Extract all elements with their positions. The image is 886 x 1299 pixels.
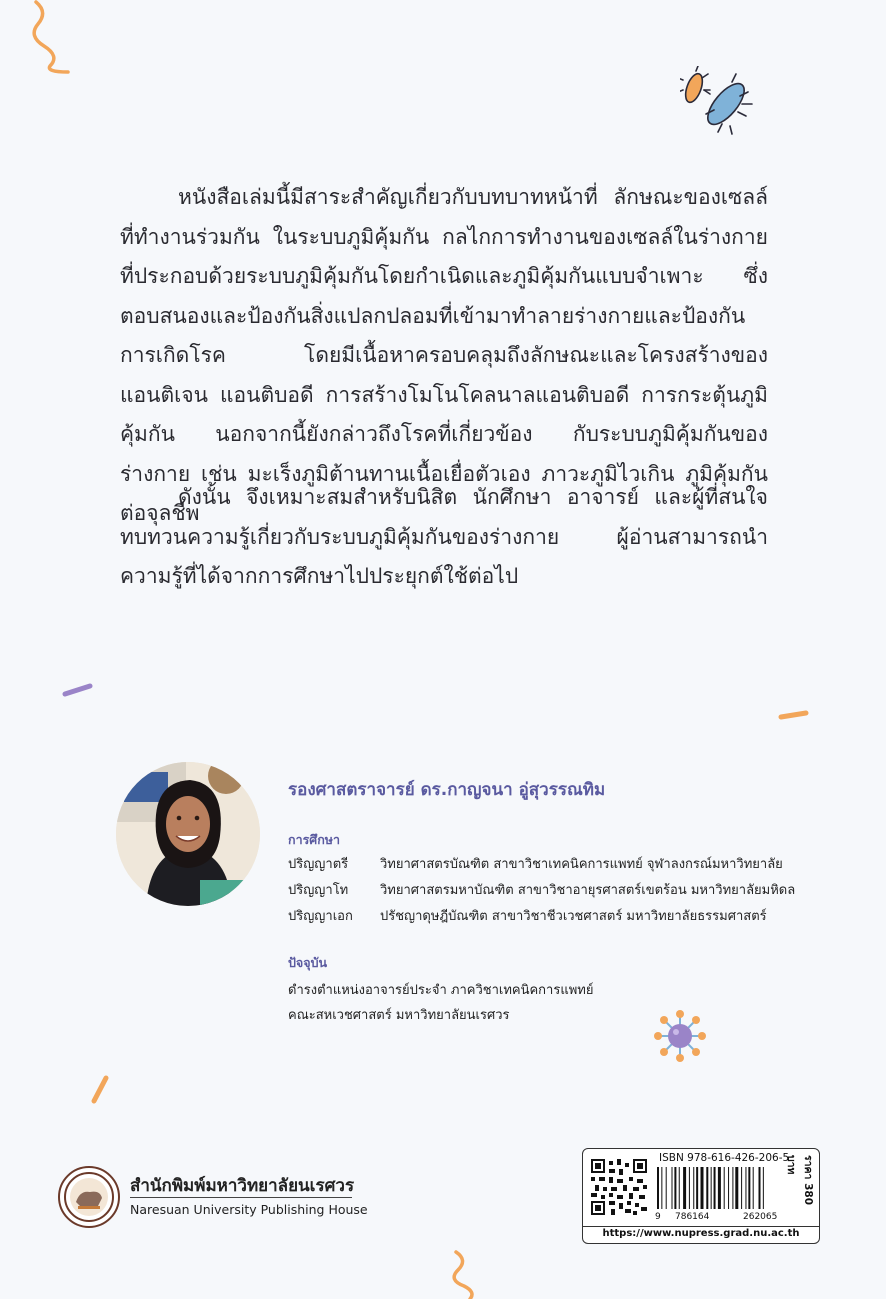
barcode-bar xyxy=(753,1167,754,1209)
barcode-bar xyxy=(763,1167,764,1209)
education-row xyxy=(288,853,783,874)
current-heading: ปัจจุบัน xyxy=(288,955,328,970)
isbn-divider xyxy=(583,1226,819,1227)
barcode-bar xyxy=(701,1167,704,1209)
barcode-bar xyxy=(741,1167,742,1209)
barcode-bar xyxy=(666,1167,667,1209)
author-photo xyxy=(116,762,260,906)
degree-label: ปริญญาเอก xyxy=(288,909,353,924)
barcode-bar xyxy=(679,1167,680,1209)
degree-detail: วิทยาศาสตรบัณฑิต สาขาวิชาเทคนิคการแพทย์ จุฬาลงกรณ์มหาวิทยาลัย xyxy=(380,857,783,872)
barcode-bar xyxy=(728,1167,729,1209)
barcode-icon xyxy=(657,1167,795,1209)
education-heading: การศึกษา xyxy=(288,832,341,847)
bacteria-decoration-icon xyxy=(680,66,756,136)
barcode-bar xyxy=(693,1167,694,1209)
barcode-bar xyxy=(672,1167,673,1209)
barcode-bar xyxy=(714,1167,716,1209)
education-row xyxy=(288,905,767,926)
barcode-bar xyxy=(657,1167,659,1209)
barcode-bar xyxy=(683,1167,686,1209)
isbn-barcode-block xyxy=(582,1148,820,1244)
publisher-url: https://www.nupress.grad.nu.ac.th xyxy=(602,1228,800,1239)
publisher-name-english: Naresuan University Publishing House xyxy=(130,1202,368,1217)
barcode-bar xyxy=(711,1167,712,1209)
barcode-bar xyxy=(748,1167,750,1209)
dash-decoration-icon xyxy=(778,708,810,722)
dash-decoration-icon xyxy=(62,682,94,698)
barcode-bar xyxy=(759,1167,761,1209)
degree-detail: วิทยาศาสตรมหาบัณฑิต สาขาวิชาอายุรศาสตร์เขตร้อน มหาวิทยาลัยมหิดล xyxy=(380,883,796,898)
description-text-1: หนังสือเล่มนี้มีสาระสำคัญเกี่ยวกับบทบาทหน้าที่ ลักษณะของเซลล์ที่ทำงานร่วมกัน ในระบบภูมิคุ้มกัน กลไกการทำงานของเซลล์ในร่างกายที่ประกอบด้วยระบบภูมิคุ้มกันโดยกำเนิดและภูมิคุ้มกันแบบจำเพาะ ซึ่งตอบสนองและป้องกันสิ่งแปลกปลอมที่เข้ามาทำลายร่างกายและป้องกันการเกิดโรค โดยมีเนื้อหาครอบคลุมถึงลักษณะและโครงสร้างของแอนติเจน แอนติบอดี การสร้างโมโนโคลนาลแอนติบอดี การกระตุ้นภูมิคุ้มกัน นอกจากนี้ยังกล่าวถึงโรคที่เกี่ยวข้อง กับระบบภูมิคุ้มกันของร่างกาย เช่น มะเร็งภูมิต้านทานเนื้อเยื่อตัวเอง ภาวะภูมิไวเกิน ภูมิคุ้มกันต่อจุลชีพ xyxy=(120,185,768,525)
squiggle-decoration-icon xyxy=(448,1250,482,1299)
description-paragraph-2 xyxy=(120,478,768,597)
virus-decoration-icon xyxy=(652,1008,708,1064)
barcode-bar xyxy=(718,1167,721,1209)
barcode-bar xyxy=(661,1167,662,1209)
publisher-name-thai: สำนักพิมพ์มหาวิทยาลัยนเรศวร xyxy=(130,1176,355,1196)
barcode-bar xyxy=(696,1167,698,1209)
squiggle-decoration-icon xyxy=(30,0,74,76)
education-row xyxy=(288,879,795,900)
dash-decoration-icon xyxy=(88,1074,112,1106)
barcode-bar xyxy=(735,1167,738,1209)
publisher-logo xyxy=(58,1166,120,1228)
degree-label: ปริญญาโท xyxy=(288,883,349,898)
barcode-bar xyxy=(745,1167,746,1209)
barcode-bar xyxy=(674,1167,676,1209)
barcode-bar xyxy=(724,1167,725,1209)
degree-label: ปริญญาตรี xyxy=(288,857,349,872)
publisher-divider xyxy=(130,1197,352,1198)
isbn-number: ISBN 978-616-426-206-5 xyxy=(659,1152,790,1164)
current-position-line: คณะสหเวชศาสตร์ มหาวิทยาลัยนเรศวร xyxy=(288,1008,510,1023)
barcode-digits-middle: 786164 xyxy=(675,1212,710,1222)
qr-code-icon xyxy=(591,1159,647,1215)
degree-detail: ปรัชญาดุษฎีบัณฑิต สาขาวิชาชีวเวชศาสตร์ มหาวิทยาลัยธรรมศาสตร์ xyxy=(380,909,767,924)
current-position-line: ดำรงตำแหน่งอาจารย์ประจำ ภาควิชาเทคนิคการแพทย์ xyxy=(288,983,594,998)
barcode-digits-right: 262065 xyxy=(743,1212,778,1222)
barcode-bar xyxy=(732,1167,733,1209)
description-text-2: ดังนั้น จึงเหมาะสมสำหรับนิสิต นักศึกษา อาจารย์ และผู้ที่สนใจทบทวนความรู้เกี่ยวกับระบบภูมิคุ้มกันของร่างกาย ผู้อ่านสามารถนำความรู้ที่ได้จากการศึกษาไปประยุกต์ใช้ต่อไป xyxy=(120,485,768,588)
barcode-bar xyxy=(689,1167,690,1209)
barcode-digit-left: 9 xyxy=(655,1212,661,1222)
author-name: รองศาสตราจารย์ ดร.กาญจนา อู่สุวรรณทิม xyxy=(288,780,606,800)
barcode-bar xyxy=(706,1167,708,1209)
price-label: ราคา 380 บาท xyxy=(785,1155,814,1206)
